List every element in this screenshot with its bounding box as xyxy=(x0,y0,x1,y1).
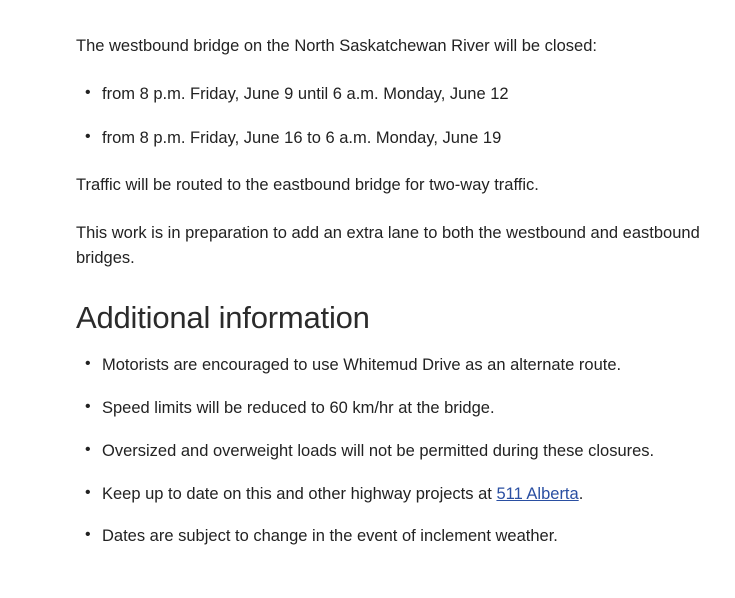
work-paragraph: This work is in preparation to add an extra lane to both the westbound and eastbound bridges. xyxy=(76,223,700,268)
intro-paragraph: The westbound bridge on the North Saskatchewan River will be closed: xyxy=(76,37,597,55)
list-item: • Speed limits will be reduced to 60 km/hr at the bridge. xyxy=(76,396,715,421)
list-item: • Motorists are encouraged to use Whitemud Drive as an alternate route. xyxy=(76,353,715,378)
closure-dates-list xyxy=(76,82,715,152)
additional-information-list xyxy=(76,353,715,549)
list-item: • Oversized and overweight loads will not be permitted during these closures. xyxy=(76,439,715,464)
511-alberta-link[interactable]: 511 Alberta xyxy=(496,484,579,503)
page-title: Additional information xyxy=(76,299,370,335)
list-item-text-before: Keep up to date on this and other highway projects at xyxy=(102,484,497,503)
traffic-paragraph: Traffic will be routed to the eastbound bridge for two-way traffic. xyxy=(76,176,539,195)
list-item xyxy=(76,482,715,507)
list-item-text-after: . xyxy=(578,484,584,503)
list-item: • Dates are subject to change in the event of inclement weather. xyxy=(76,524,715,549)
list-item: • from 8 p.m. Friday, June 9 until 6 a.m. Monday, June 12 xyxy=(76,82,715,107)
list-item: • from 8 p.m. Friday, June 16 to 6 a.m. Monday, June 19 xyxy=(76,126,715,151)
